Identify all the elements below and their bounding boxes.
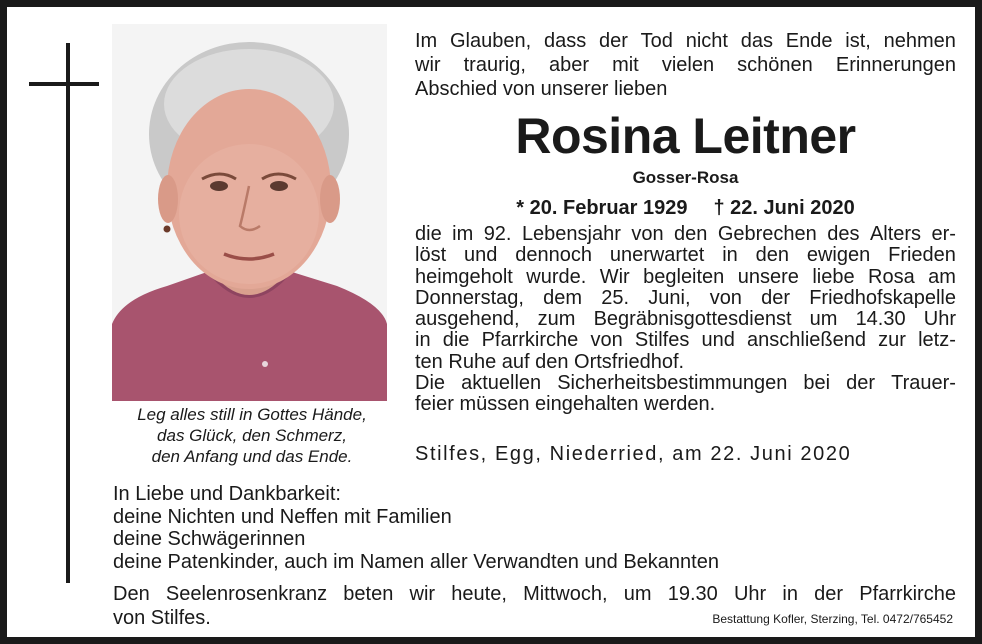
word: den [755,244,789,267]
word: unerwartet [609,244,705,267]
mourners-line: In Liebe und Dankbarkeit: [113,483,341,505]
word: von [709,286,742,309]
memorial-verse [107,404,397,467]
word: nehmen [883,30,956,52]
intro-line: Abschied von unserer lieben [415,78,668,100]
portrait-photo [112,24,387,401]
word: Alters [869,223,922,245]
word: mit [612,54,639,76]
word: der [598,30,628,52]
word: heute, [451,583,507,605]
word: Erinnerungen [835,54,956,76]
word: Pfarrkirche [859,583,956,605]
word: dem [543,286,583,309]
word: Wir [599,265,630,288]
word: Den [113,583,150,605]
intro-line [415,53,956,77]
word: 25. [601,286,630,309]
word: unsere [737,265,799,288]
word: und [701,329,735,352]
word: anschließend [747,329,866,352]
word: der [814,583,844,605]
intro-line [415,29,956,53]
mourners-list [113,483,719,573]
word: ist, [845,30,871,52]
word: den [674,223,708,245]
funeral-details [415,224,956,416]
word: Gebrechen [717,223,817,245]
memorial-verse-line: den Anfang und das Ende. [151,447,353,466]
word: dennoch [515,244,592,267]
word: aktuellen [461,372,542,395]
word: Lebensjahr [521,223,621,245]
word: Stilfes [634,329,690,352]
mourners-line: deine Schwägerinnen [113,528,306,551]
word: traurig, [463,54,526,76]
word: Pfarrkirche [481,329,579,352]
word: des [827,223,860,245]
word: das [740,30,773,52]
word: die [415,223,442,245]
deceased-nickname: Gosser-Rosa [632,168,739,187]
word: heimgeholt [415,265,513,288]
word: Ende [785,30,833,52]
word: Rosa [868,265,915,288]
word: Tod [640,30,673,52]
word: Trauer- [891,372,956,395]
word: wir [415,54,441,76]
funeral-details-line: feier müssen eingehalten werden. [415,393,716,416]
word: aber [548,54,589,76]
rosary-line: von Stilfes. [113,607,211,629]
word: schönen [737,54,813,76]
intro-text [415,29,956,101]
word: vielen [661,54,715,76]
cross-icon-bar [29,82,99,86]
funeral-details-line [415,330,956,351]
word: Juni, [648,286,691,309]
word: zur [878,329,906,352]
word: Mittwoch, [523,583,608,605]
word: um [623,583,652,605]
word: dass [543,30,587,52]
word: Uhr [733,583,767,605]
word: Die [415,372,446,395]
word: nicht [685,30,728,52]
word: von [590,329,623,352]
word: begleiten [643,265,725,288]
funeral-details-line [415,267,956,288]
mourners-line: deine Nichten und Neffen mit Familien [113,505,452,528]
word: um [809,308,838,331]
word: in [415,329,431,352]
word: 92. [483,223,512,245]
memorial-verse-line: das Glück, den Schmerz, [157,426,347,445]
word: der [761,286,791,309]
word: 14.30 [855,308,906,331]
word: beten [343,583,394,605]
mourners-line: deine Patenkinder, auch im Namen aller Verwandten und Bekannten [113,550,719,573]
funeral-details-line [415,373,956,394]
word: in [722,244,738,267]
death-date: † 22. Juni 2020 [713,197,855,219]
word: Seelenrosenkranz [165,583,328,605]
word: ausgehend, [415,308,520,331]
word: Frieden [888,244,956,267]
funeral-details-line [415,288,956,309]
word: von [631,223,664,245]
word: ewigen [806,244,871,267]
word: Friedhofskapelle [809,286,956,309]
word: der [846,372,876,395]
place-and-date: Stilfes, Egg, Niederried, am 22. Juni 2020 [415,443,852,465]
word: Im [415,30,438,52]
word: letz- [918,329,956,352]
word: Begräbnisgottesdienst [593,308,792,331]
word: 19.30 [667,583,718,605]
funeral-details-line [415,224,956,245]
rosary-line [113,582,956,606]
word: Sicherheitsbestimmungen [557,372,788,395]
life-dates [415,195,956,221]
word: wurde. [526,265,587,288]
memorial-verse-line: Leg alles still in Gottes Hände, [137,405,367,424]
word: im [452,223,474,245]
word: Uhr [923,308,956,331]
word: die [442,329,470,352]
funeral-details-line [415,309,956,330]
word: liebe [812,265,855,288]
word: zum [537,308,576,331]
word: löst [415,244,447,267]
word: und [463,244,498,267]
undertaker-credit: Bestattung Kofler, Sterzing, Tel. 0472/765452 [712,612,953,626]
word: am [928,265,956,288]
word: er- [931,223,956,245]
word: in [782,583,798,605]
funeral-details-line [415,245,956,266]
word: Donnerstag, [415,286,524,309]
deceased-name: Rosina Leitner [515,108,856,164]
funeral-details-line: ten Ruhe auf den Ortsfriedhof. [415,350,685,373]
birth-date: * 20. Februar 1929 [516,197,688,219]
word: Glauben, [450,30,532,52]
cross-icon [66,43,70,583]
word: wir [409,583,436,605]
word: bei [803,372,831,395]
